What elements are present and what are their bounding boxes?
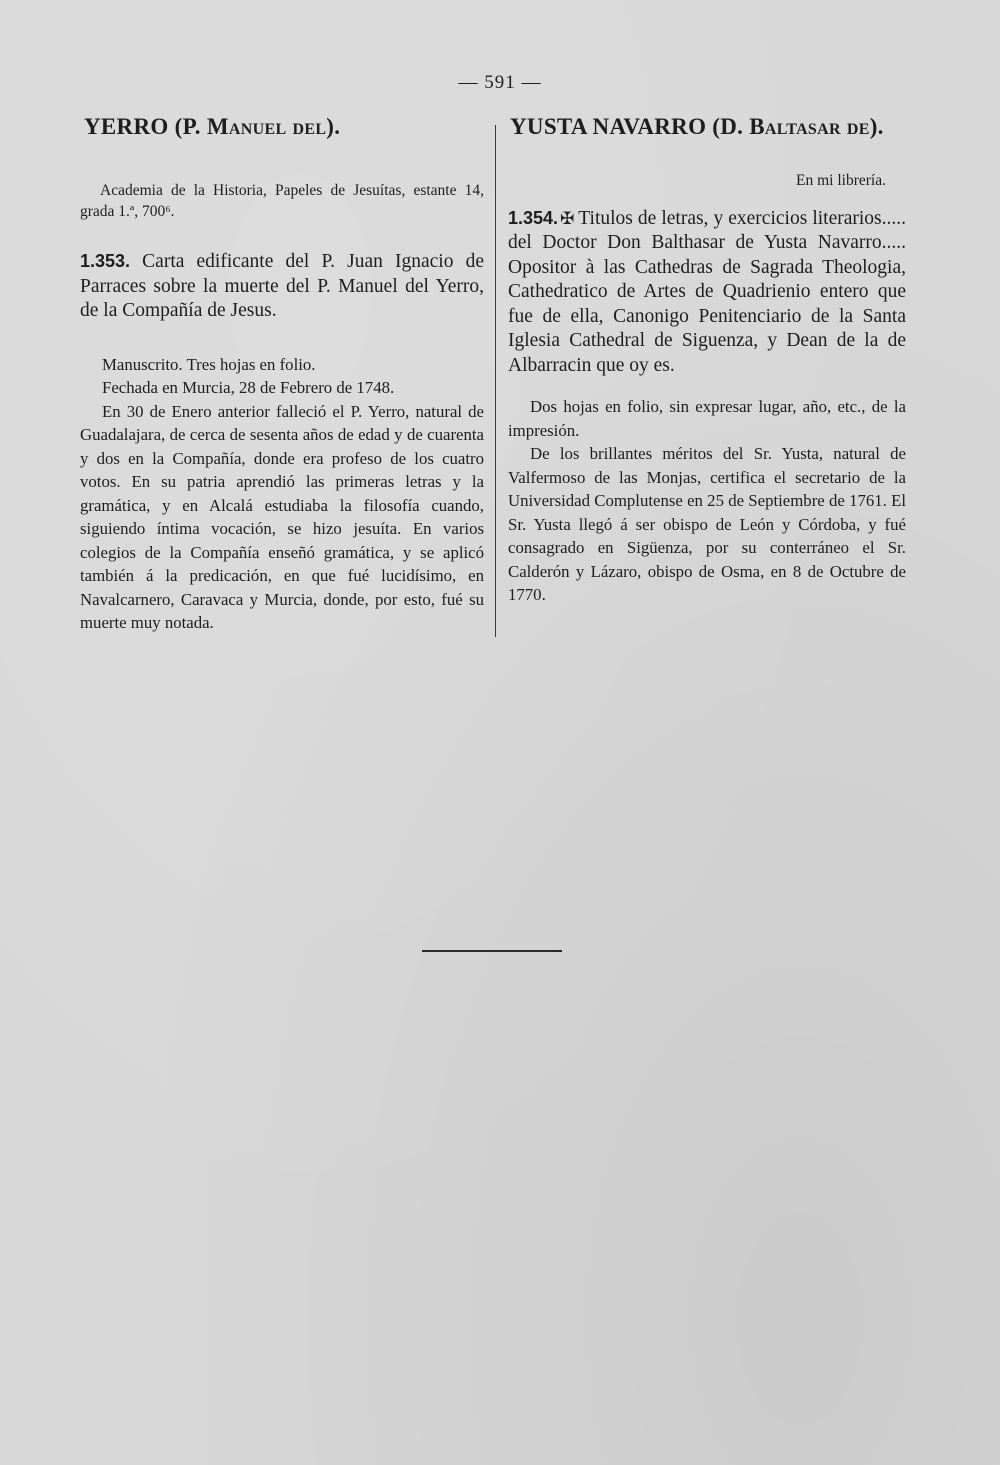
right-heading-main: YUSTA NAVARRO (D. <box>510 114 750 139</box>
left-heading <box>84 112 484 142</box>
left-heading-smallcaps: Manuel del <box>206 114 327 139</box>
right-heading-end: ). <box>869 114 884 139</box>
left-entry <box>80 249 484 324</box>
right-location-note: En mi librería. <box>796 172 886 189</box>
left-location-note: Academia de la Historia, Papeles de Jesuítas, estante 14, grada 1.ª, 700⁶. <box>80 182 484 220</box>
right-heading-smallcaps: Baltasar de <box>749 114 870 139</box>
right-heading <box>510 112 906 142</box>
left-desc-line: Manuscrito. Tres hojas en folio. <box>102 354 316 374</box>
right-description <box>508 395 906 607</box>
right-entry-text: Titulos de letras, y exercicios literarios..... del Doctor Don Balthasar de Yusta Navarro..... Opositor à las Cathedras de Sagrada Theologia, Cathedratico de Artes de Quadrienio entero que fue de ella, Canonigo Penitenciario de la Santa Iglesia Cathedral de Siguenza, y Dean de la de Albarracin que oy es. <box>508 207 906 376</box>
closing-rule <box>422 950 562 952</box>
left-heading-main: YERRO (P. <box>84 114 207 139</box>
right-entry <box>508 206 906 379</box>
column-divider <box>495 125 496 637</box>
left-desc-paragraph: En 30 de Enero anterior falleció el P. Yerro, natural de Guadalajara, de cerca de sesenta años de edad y de cuarenta y dos en la Compañía, donde era profeso de los cuatro votos. En su patria aprendió las primeras letras y la gramática, y en Alcalá estudiaba la filosofía cuando, siguiendo íntima vocación, se hizo jesuíta. En varios colegios de la Compañía enseñó gramática, y se aplicó también á la predicación, en que fué lucidísimo, en Navalcarnero, Caravaca y Murcia, donde, por esto, fué su muerte muy notada. <box>80 401 484 632</box>
cross-icon: ✠ <box>560 208 575 229</box>
left-entry-number: 1.353. <box>80 251 131 271</box>
left-heading-end: ). <box>326 114 341 139</box>
left-column <box>80 112 484 635</box>
left-desc-line: Fechada en Murcia, 28 de Febrero de 1748. <box>102 378 395 397</box>
left-entry-text: Carta edificante del P. Juan Ignacio de Parraces sobre la muerte del P. Manuel del Yerro, de la Compañía de Jesus. <box>80 251 484 321</box>
right-entry-number: 1.354. <box>508 207 559 228</box>
right-desc-paragraph: Dos hojas en folio, sin expresar lugar, año, etc., de la impresión. <box>508 397 906 440</box>
left-description <box>80 353 484 635</box>
page-number: — 591 — <box>458 72 542 93</box>
right-column <box>508 112 906 607</box>
right-desc-paragraph: De los brillantes méritos del Sr. Yusta, natural de Valfermoso de las Monjas, certifica el secretario de la Universidad Complutense en 25 de Septiembre de 1761. El Sr. Yusta llegó á ser obispo de León y Córdoba, y fué consagrado en Sigüenza, por su conterráneo el Sr. Calderón y Lázaro, obispo de Osma, en 8 de Octubre de 1770. <box>508 444 906 604</box>
